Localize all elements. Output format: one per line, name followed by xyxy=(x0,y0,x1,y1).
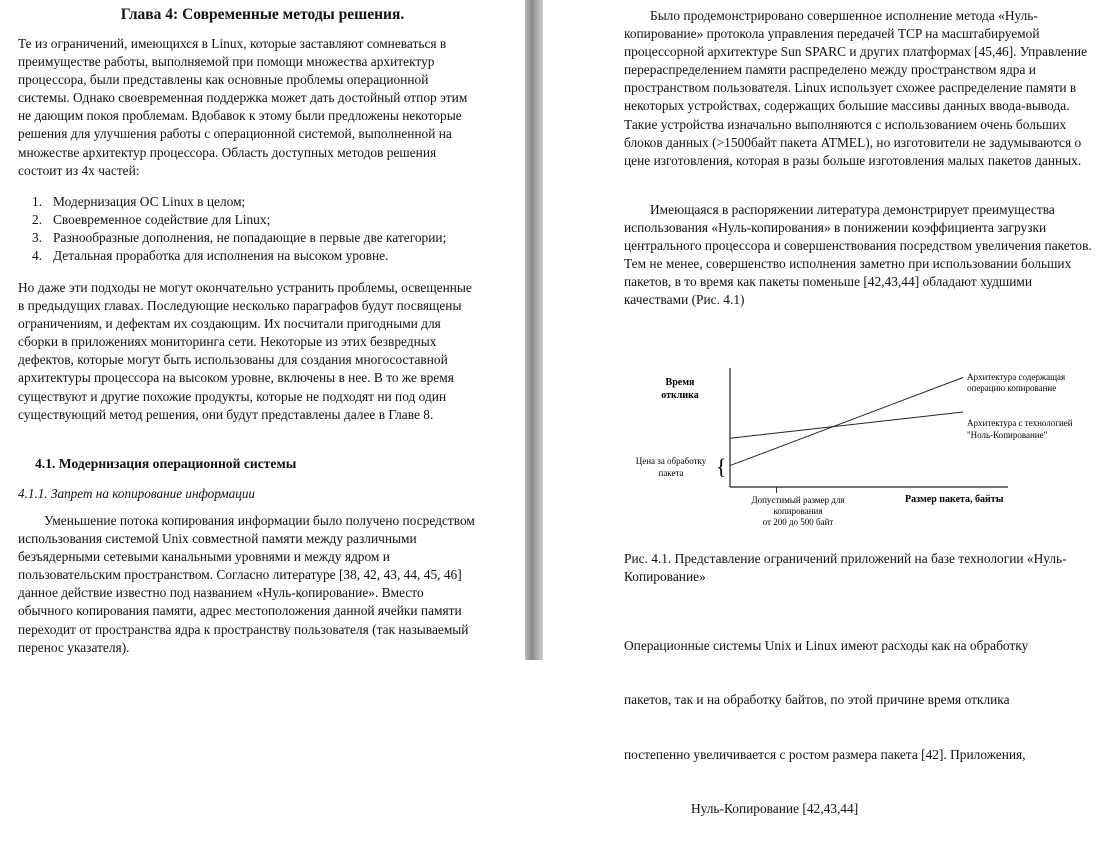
intro-paragraph: Те из ограничений, имеющихся в Linux, которые заставляют сомневаться в преимуществе работы, выполняемой при помощи множества архитектур процессора, были представлены как основные проблемы операционной системы. Однако своевременная поддержка может дать достойный отпор этим не дающим покоя проблемам. Вдобавок к этому были предложены некоторые решения для улучшения работы с операционной системой, выполненной на множестве архитектур процессора. Область доступных методов решения состоит из 4х частей: xyxy=(18,36,468,178)
series-1-label-line-1: Архитектура с технологией xyxy=(967,418,1073,428)
left-page xyxy=(0,0,525,660)
methods-list xyxy=(18,193,498,265)
list-item-number: 4. xyxy=(32,248,43,264)
ylabel-line-2: отклика xyxy=(661,390,699,401)
paragraph-os-costs xyxy=(624,601,1104,854)
x-annotation-line-2: копирования xyxy=(773,506,823,516)
subsection-heading: 4.1.1. Запрет на копирование информации xyxy=(18,486,256,501)
x-annotation-line-1: Допустимый размер для xyxy=(751,495,845,505)
series-0-label-line-1: Архитектура содержащая xyxy=(967,372,1066,382)
paragraph-literature: Имеющаяся в распоряжении литература демонстрирует преимущества использования «Нуль-копирования» в понижении коэффициента загрузки центрального процессора и совершенствования посредством увеличения пакетов. Тем не менее, совершенство исполнения заметно при использовании больших пакетов, в то время как пакеты поменьше [42,43,44] обладают худшими качествами (Рис. 4.1) xyxy=(624,202,1092,308)
page-gutter xyxy=(525,0,543,660)
paragraph-zero-copy: Уменьшение потока копирования информации было получено посредством использования системой Unix совместной памяти между различными безъядерными сетевыми канальными уровнями и между ядром и пользовательским пространством. Согласно литературе [38, 42, 43, 44, 45, 46] данное действие известно под названием «Нуль-копирование». Вместо обычного копирования памяти, адрес местоположения данной ячейки памяти переходит от пространства ядра к пространству пользователя (так называемый перенос указателя). xyxy=(18,513,475,655)
list-item xyxy=(18,247,498,265)
paragraph-os-costs-line: Операционные системы Unix и Linux имеют расходы как на обработку xyxy=(624,638,1029,654)
y-annotation-brace: { xyxy=(716,454,727,479)
list-item xyxy=(18,193,498,211)
paragraph-limitations: Но даже эти подходы не могут окончательно устранить проблемы, освещенные в предыдущих главах. Последующие несколько параграфов будут посвящены ограничениям, и дефектам их создающим. Их посчитали пригодными для сборки в приложениях мониторинга сети. Некоторые из этих безвредных дефектов, которые могут быть использованы для создания многосоставной архитектуры процессора на высоком уровне, включены в нее. В то же время существуют и другие похожие продукты, которые не подходят ни под один существующий метод решения, они будут представлены далее в Главе 8. xyxy=(18,280,472,422)
paragraph-os-costs-line: Нуль-Копирование [42,43,44] xyxy=(624,801,859,817)
y-annotation-line-1: Цена за обработку xyxy=(635,456,707,466)
figure-4-1-chart xyxy=(623,360,1093,535)
chapter-title: Глава 4: Современные методы решения. xyxy=(120,6,405,23)
list-item-text: Детальная проработка для исполнения на высоком уровне. xyxy=(53,248,389,264)
series-1-label-line-2: "Ноль-Копирование" xyxy=(967,430,1048,440)
series-line-zero-copy xyxy=(730,412,963,438)
x-annotation-line-3: от 200 до 500 байт xyxy=(762,517,834,527)
series-0-label-line-2: операцию копирование xyxy=(967,383,1057,393)
list-item-number: 3. xyxy=(32,230,43,246)
list-item-text: Своевременное содействие для Linux; xyxy=(53,212,271,228)
list-item-number: 1. xyxy=(32,194,43,209)
figure-caption: Рис. 4.1. Представление ограничений приложений на базе технологии «Нуль-Копирование» xyxy=(624,551,1067,585)
list-item xyxy=(18,229,498,247)
list-item-text: Разнообразные дополнения, не попадающие в первые две категории; xyxy=(53,230,447,246)
list-item-text: Модернизация ОС Linux в целом; xyxy=(53,194,246,209)
list-item-number: 2. xyxy=(32,212,43,228)
list-item xyxy=(18,211,498,229)
paragraph-tcp: Было продемонстрировано совершенное исполнение метода «Нуль-копирование» протокола управления передачей TCP на масштабируемой процессорной архитектуре Sun SPARC и других платформах [45,46]. Управление перераспределением памяти распределено между пространством ядра и пространством пользователя. Linux использует схожее распределение памяти в некоторых устройствах, содержащих большие массивы данных ввода-вывода. Такие устройства изначально выполняются с использованием очень больших блоков данных (>1500байт пакета ATMEL), но изготовители не задумываются о цене изготовления, которая в разы больше изготовления малых пакетов данных. xyxy=(624,8,1088,168)
section-heading: 4.1. Модернизация операционной системы xyxy=(35,456,297,471)
paragraph-os-costs-line: пакетов, так и на обработку байтов, по этой причине время отклика xyxy=(624,692,1010,708)
ylabel-line-1: Время xyxy=(665,377,695,388)
xlabel: Размер пакета, байты xyxy=(905,494,1004,505)
series-line-copy-architecture xyxy=(730,378,963,466)
right-page xyxy=(543,0,1107,817)
paragraph-os-costs-line: постепенно увеличивается с ростом размера пакета [42]. Приложения, xyxy=(624,746,1026,762)
y-annotation-line-2: пакета xyxy=(658,468,684,478)
